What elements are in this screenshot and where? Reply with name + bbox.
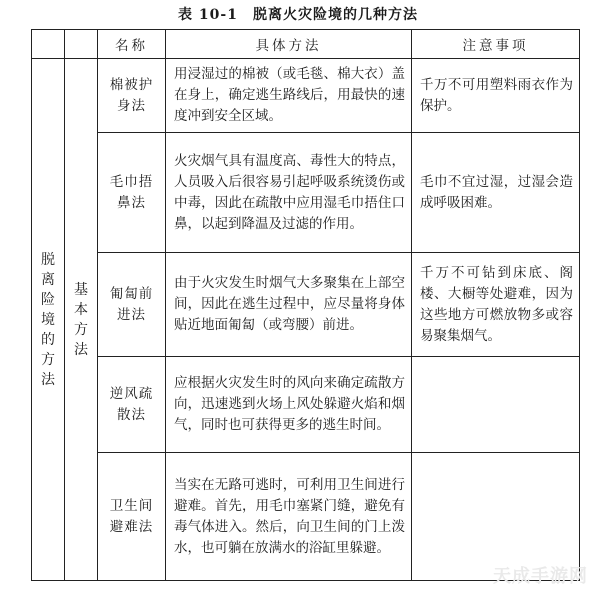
row-method: 由于火灾发生时烟气大多聚集在上部空间，因此在逃生过程中，应尽量将身体贴近地面匍匐（或弯腰）前进。	[166, 253, 412, 357]
escape-methods-table	[31, 29, 580, 581]
row-name: 匍匐前进法	[98, 253, 166, 357]
subcategory-label: 基本方法	[74, 281, 88, 358]
category-cell	[32, 59, 65, 581]
row-note: 毛巾不宜过湿，过湿会造成呼吸困难。	[412, 133, 580, 253]
header-method: 具体方法	[166, 30, 412, 59]
header-row	[32, 30, 580, 59]
row-name: 棉被护身法	[98, 59, 166, 133]
header-blank-2	[65, 30, 98, 59]
row-method: 用浸湿过的棉被（或毛毯、棉大衣）盖在身上，确定逃生路线后，用最快的速度冲到安全区域。	[166, 59, 412, 133]
table-title: 表 10-1 脱离火灾险境的几种方法	[178, 7, 418, 23]
row-method: 火灾烟气具有温度高、毒性大的特点，人员吸入后很容易引起呼吸系统烫伤或中毒，因此在疏散中应用湿毛巾捂住口鼻，以起到降温及过滤的作用。	[166, 133, 412, 253]
category-label: 脱离险境的方法	[41, 251, 55, 388]
table-row	[32, 59, 580, 133]
row-name: 逆风疏散法	[98, 357, 166, 453]
row-name: 卫生间避难法	[98, 453, 166, 581]
row-method: 当实在无路可逃时，可利用卫生间进行避难。首先，用毛巾塞紧门缝，避免有毒气体进入。然后，向卫生间的门上泼水，也可躺在放满水的浴缸里躲避。	[166, 453, 412, 581]
header-name: 名称	[98, 30, 166, 59]
table-row	[32, 357, 580, 453]
row-method: 应根据火灾发生时的风向来确定疏散方向，迅速逃到火场上风处躲避火焰和烟气，同时也可获得更多的逃生时间。	[166, 357, 412, 453]
header-note: 注意事项	[412, 30, 580, 59]
row-note: 千万不可用塑料雨衣作为保护。	[412, 59, 580, 133]
row-name: 毛巾捂鼻法	[98, 133, 166, 253]
table-row	[32, 133, 580, 253]
row-note: 千万不可钻到床底、阁楼、大橱等处避难，因为这些地方可燃放物多或容易聚集烟气。	[412, 253, 580, 357]
subcategory-cell	[65, 59, 98, 581]
site-watermark: 天成手游网	[493, 566, 588, 587]
header-blank-1	[32, 30, 65, 59]
table-row	[32, 253, 580, 357]
row-note	[412, 357, 580, 453]
